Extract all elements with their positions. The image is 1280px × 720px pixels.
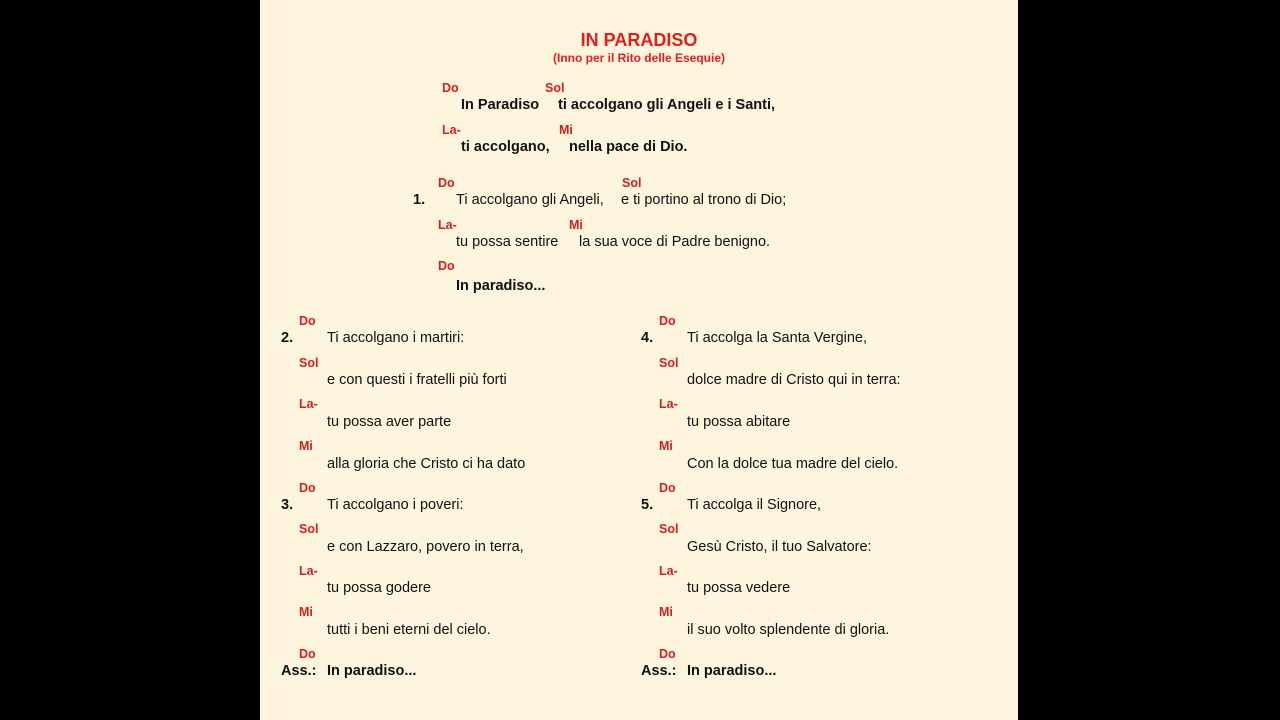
verse-text: dolce madre di Cristo qui in terra: — [687, 372, 901, 388]
chord: La- — [299, 564, 318, 578]
verse-text: alla gloria che Cristo ci ha dato — [327, 456, 526, 472]
verse-text: e con questi i fratelli più forti — [327, 372, 507, 388]
verse-text: e con Lazzaro, povero in terra, — [327, 539, 524, 555]
verse-text: tu possa abitare — [687, 414, 791, 430]
chord: Do — [299, 314, 316, 328]
chord: Mi — [299, 439, 313, 453]
chord: Do — [299, 647, 316, 661]
chord: Do — [659, 314, 676, 328]
assembly-label: Ass.: — [641, 663, 677, 679]
chord: La- — [659, 397, 678, 411]
chord: Mi — [659, 439, 673, 453]
chord: Sol — [299, 356, 319, 370]
verse-text: Ti accolgano i martiri: — [327, 330, 465, 346]
chord: Mi — [659, 605, 673, 619]
verse-text: tu possa vedere — [687, 580, 791, 596]
chord: Sol — [299, 522, 319, 536]
chord: Sol — [545, 81, 565, 95]
verse-number: 5. — [641, 497, 654, 513]
verse-text: la sua voce di Padre benigno. — [579, 234, 771, 250]
chord: La- — [438, 218, 457, 232]
assembly-label: Ass.: — [281, 663, 317, 679]
chord: Sol — [622, 176, 642, 190]
refrain-text: In Paradiso — [461, 97, 540, 113]
song-sheet — [260, 0, 1018, 720]
chord: Do — [659, 481, 676, 495]
verse-text: Ti accolgano gli Angeli, — [456, 192, 604, 208]
chord: Do — [442, 81, 459, 95]
chord: Do — [438, 259, 455, 273]
verse-text: tu possa godere — [327, 580, 431, 596]
chord: La- — [299, 397, 318, 411]
chord: Sol — [659, 522, 679, 536]
chord: Mi — [299, 605, 313, 619]
chord: Do — [659, 647, 676, 661]
chord: Do — [299, 481, 316, 495]
song-title: IN PARADISO — [580, 30, 698, 50]
refrain-cue: In paradiso... — [327, 663, 417, 679]
verse-text: Ti accolgano i poveri: — [327, 497, 464, 513]
verse-number: 3. — [281, 497, 294, 513]
refrain-cue: In paradiso... — [687, 663, 777, 679]
verse-text: Con la dolce tua madre del cielo. — [687, 456, 899, 472]
verse-text: il suo volto splendente di gloria. — [687, 622, 890, 638]
verse-number: 2. — [281, 330, 294, 346]
verse-text: Ti accolga il Signore, — [687, 497, 822, 513]
chord: Mi — [559, 123, 573, 137]
chord: Mi — [569, 218, 583, 232]
verse-text: tu possa aver parte — [327, 414, 452, 430]
refrain-text: ti accolgano, — [461, 139, 550, 155]
verse-text: e ti portino al trono di Dio; — [621, 192, 787, 208]
refrain-text: nella pace di Dio. — [569, 139, 688, 155]
verse-text: tutti i beni eterni del cielo. — [327, 622, 491, 638]
chord: Do — [438, 176, 455, 190]
verse-text: Gesù Cristo, il tuo Salvatore: — [687, 539, 872, 555]
chord: La- — [659, 564, 678, 578]
chord: La- — [442, 123, 461, 137]
verse-text: Ti accolga la Santa Vergine, — [687, 330, 868, 346]
chord: Sol — [659, 356, 679, 370]
refrain-text: ti accolgano gli Angeli e i Santi, — [558, 97, 775, 113]
verse-text: tu possa sentire — [456, 234, 559, 250]
refrain-cue: In paradiso... — [456, 278, 546, 294]
song-subtitle: (Inno per il Rito delle Esequie) — [552, 51, 726, 65]
verse-number: 1. — [413, 192, 426, 208]
verse-number: 4. — [641, 330, 654, 346]
